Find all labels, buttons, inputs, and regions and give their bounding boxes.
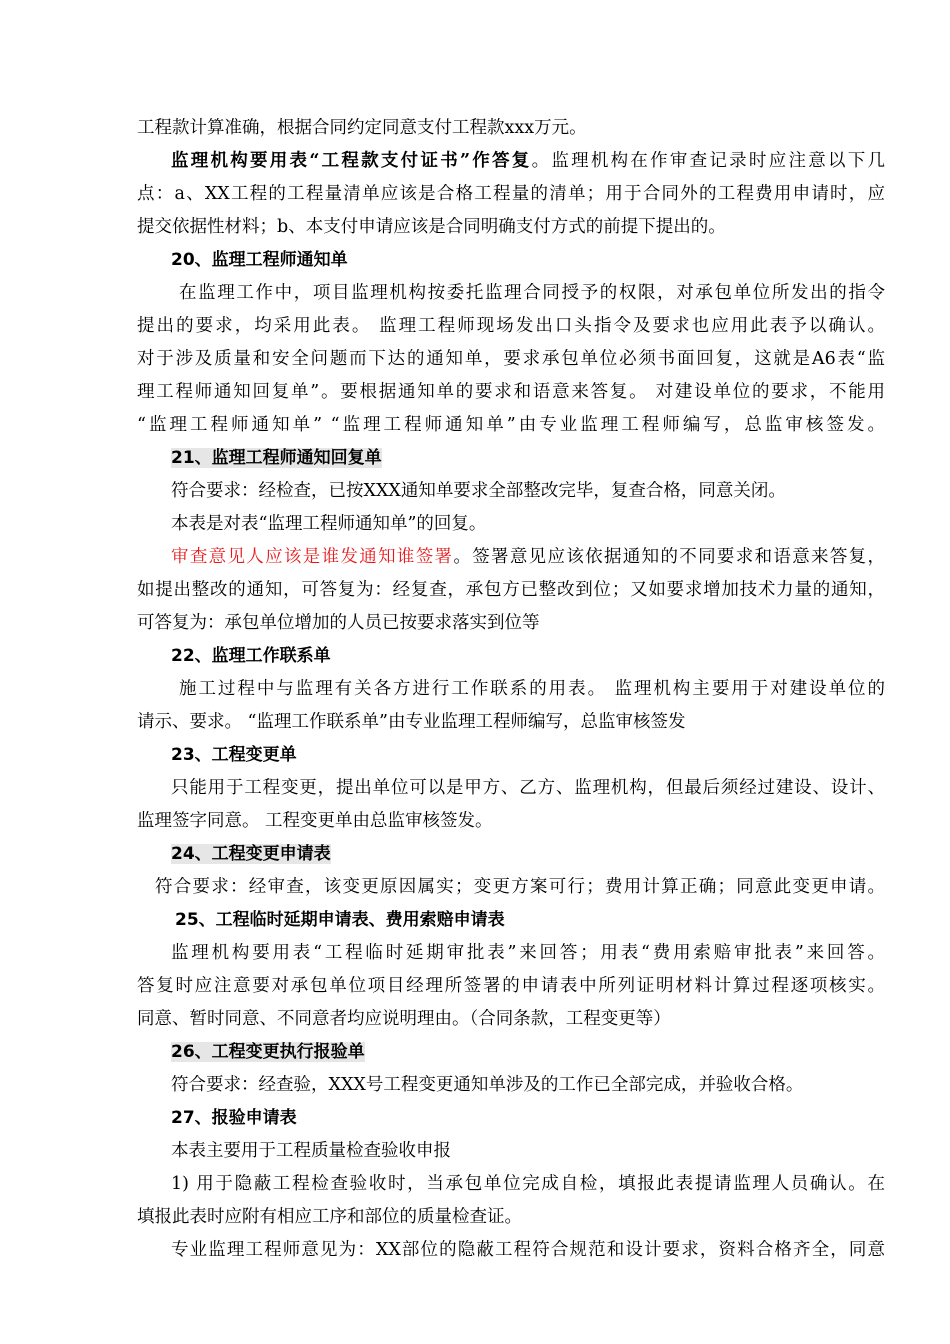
section-heading-21 [137, 442, 885, 475]
bold-phrase: 监理机构要用表“工程款支付证书”作答复 [171, 151, 532, 171]
paragraph-line: 答复时应注意要对承包单位项目经理所签署的申请表中所列证明材料计算过程逐项核实。 [137, 976, 885, 996]
paragraph-line [137, 145, 885, 178]
paragraph-line: 如提出整改的通知，可答复为：经复查，承包方已整改到位；又如要求增加技术力量的通知， [137, 580, 885, 600]
paragraph-line: 提出的要求，均采用此表。 监理工程师现场发出口头指令及要求也应用此表予以确认。 [137, 316, 885, 336]
paragraph-line: 本表主要用于工程质量检查验收申报 [171, 1141, 451, 1161]
section-heading-20 [137, 244, 885, 277]
paragraph-line: 请示、要求。 “监理工作联系单”由专业监理工程师编写，总监审核签发 [137, 712, 686, 732]
paragraph-line: 符合要求：经查验，XXX号工程变更通知单涉及的工作已全部完成，并验收合格。 [171, 1075, 804, 1095]
paragraph-line: 在监理工作中，项目监理机构按委托监理合同授予的权限，对承包单位所发出的指令 [179, 283, 885, 303]
paragraph-line: 专业监理工程师意见为：XX部位的隐蔽工程符合规范和设计要求，资料合格齐全，同意 [171, 1240, 885, 1260]
paragraph-line: 1) 用于隐蔽工程检查验收时，当承包单位完成自检，填报此表提请监理人员确认。在 [171, 1174, 885, 1194]
paragraph-line: 施工过程中与监理有关各方进行工作联系的用表。 监理机构主要用于对建设单位的 [179, 679, 885, 699]
paragraph-text: 。监理机构在作审查记录时应注意以下几 [531, 151, 885, 171]
paragraph-text: 。签署意见应该依据通知的不同要求和语意来答复， [453, 547, 885, 567]
paragraph-line: 理工程师通知回复单”。要根据通知单的要求和语意来答复。 对建设单位的要求，不能用 [137, 382, 885, 402]
paragraph-line: 监理签字同意。 工程变更单由总监审核签发。 [137, 811, 493, 831]
heading-text: 27、报验申请表 [171, 1108, 297, 1128]
paragraph-line: 可答复为：承包单位增加的人员已按要求落实到位等 [137, 613, 540, 633]
heading-text: 20、监理工程师通知单 [171, 250, 348, 270]
paragraph-line: 本表是对表“监理工程师通知单”的回复。 [171, 514, 487, 534]
section-heading-22 [137, 640, 885, 673]
heading-text: 25、工程临时延期申请表、费用索赔申请表 [175, 910, 505, 930]
section-heading-27 [137, 1102, 885, 1135]
heading-text: 22、监理工作联系单 [171, 646, 331, 666]
paragraph-line [137, 541, 885, 574]
paragraph-line: 只能用于工程变更，提出单位可以是甲方、乙方、监理机构，但最后须经过建设、设计、 [171, 778, 885, 798]
section-heading-23 [137, 739, 885, 772]
paragraph-line: 符合要求：经审查，该变更原因属实；变更方案可行；费用计算正确；同意此变更申请。 [155, 877, 885, 897]
red-highlight-phrase: 审查意见人应该是谁发通知谁签署 [171, 547, 454, 567]
heading-text: 21、监理工程师通知回复单 [171, 448, 382, 468]
heading-text: 23、工程变更单 [171, 745, 297, 765]
paragraph-line: 同意、暂时同意、不同意者均应说明理由。（合同条款，工程变更等） [137, 1009, 671, 1029]
paragraph-line: 点：a、XX工程的工程量清单应该是合格工程量的清单；用于合同外的工程费用申请时，应 [137, 184, 885, 204]
section-heading-24 [137, 838, 885, 871]
paragraph-line: 符合要求：经检查，已按XXX通知单要求全部整改完毕，复查合格，同意关闭。 [171, 481, 786, 501]
section-heading-26 [137, 1036, 885, 1069]
document-page [137, 112, 885, 1267]
heading-text: 24、工程变更申请表 [171, 844, 331, 864]
paragraph-line: 提交依据性材料；b、本支付申请应该是合同明确支付方式的前提下提出的。 [137, 217, 726, 237]
heading-text: 26、工程变更执行报验单 [171, 1042, 365, 1062]
section-heading-25 [137, 904, 885, 937]
paragraph-line: 监理机构要用表“工程临时延期审批表”来回答；用表“费用索赔审批表”来回答。 [171, 943, 885, 963]
paragraph-line: 工程款计算准确，根据合同约定同意支付工程款xxx万元。 [137, 118, 587, 138]
paragraph-line: 填报此表时应附有相应工序和部位的质量检查证。 [137, 1207, 522, 1227]
paragraph-line: “监理工程师通知单” “监理工程师通知单”由专业监理工程师编写，总监审核签发。 [137, 415, 885, 435]
paragraph-line: 对于涉及质量和安全问题而下达的通知单，要求承包单位必须书面回复，这就是A6表“监 [137, 349, 885, 369]
